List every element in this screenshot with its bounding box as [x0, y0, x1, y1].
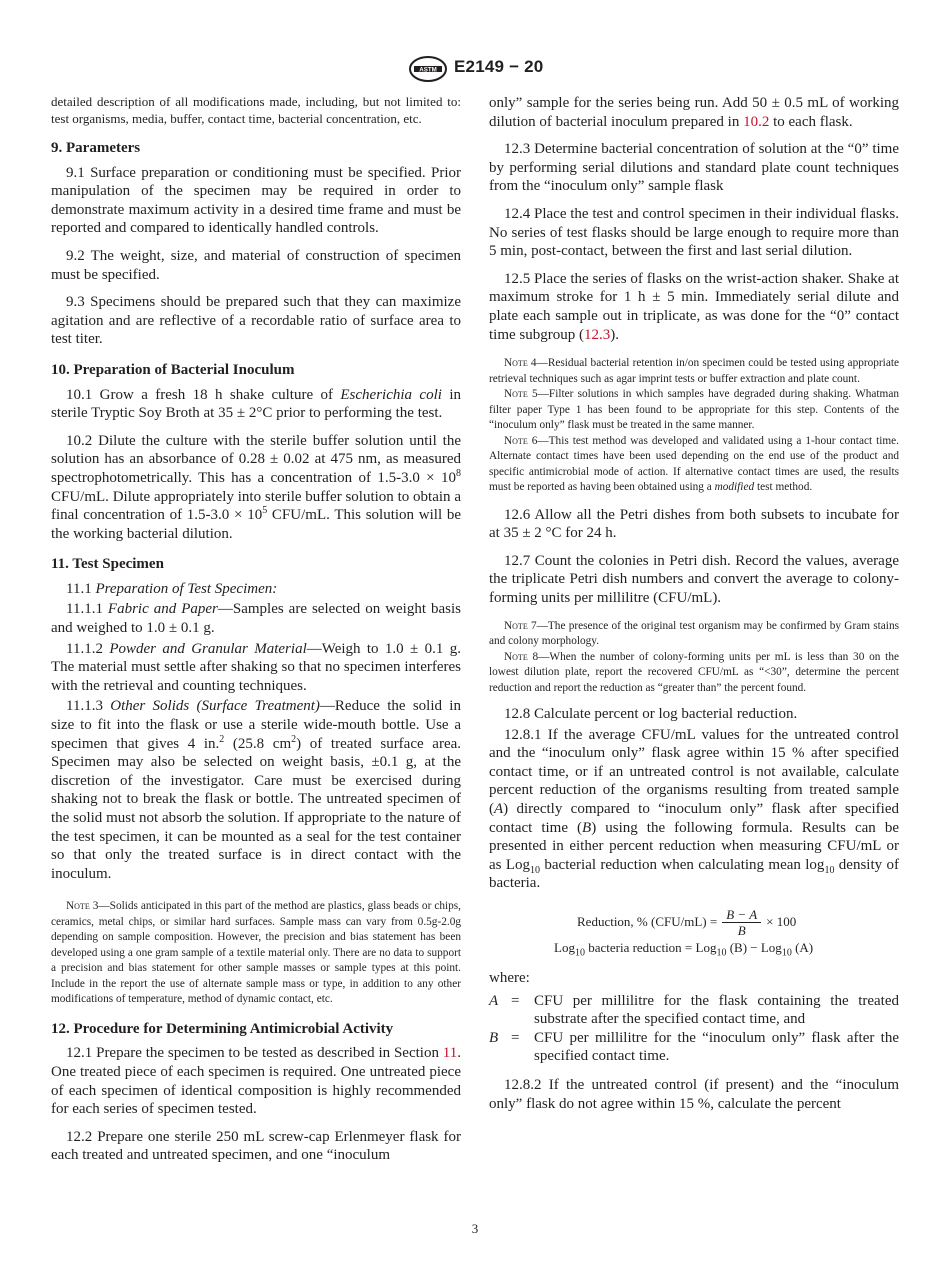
astm-logo-icon — [408, 55, 448, 83]
para-12-8-1: 12.8.1 If the average CFU/mL values for the untreated control and the “inoculum only” flask agree within 15 % after specified contact time, or if an untreated control is not available, calculate percent reduction of the organisms resulting from treated sample (A) directly compared to “inoculum only” flask after specified contact time (B) using the following formula. Results can be presented in either percent reduction when measuring CFU/mL or as Log$_{10}$ bacterial reduction when calculating mean $\log_{10}$ density of bacteria. — [489, 726, 899, 892]
note-8: Note 8—When the number of colony-forming units per mL is less than 30 on the lowest dilution plate, report the recovered CFU/mL as “<30”, determine the percent reduction and report the reduction as “greater than” the percent found. — [489, 650, 899, 694]
section-10-title: 10. Preparation of Bacterial Inoculum — [51, 361, 295, 378]
standard-designation: E2149 − 20 — [454, 57, 544, 76]
para-9-3: 9.3 Specimens should be prepared such that they can maximize agitation and are reflective of a recordable ratio of surface area to test titer. — [51, 294, 461, 348]
note-5: Note 5—Filter solutions in which samples have degraded during shaking. Whatman filter paper Type 1 has been found to be appropriate for this step. Contents of the “inoculum only” flask must be treated in the same manner. — [489, 388, 899, 432]
para-10-1: 10.1 Grow a fresh 18 h shake culture of Escherichia coli in sterile Tryptic Soy Broth at 35 ± 2°C prior to performing the test. — [51, 386, 461, 422]
section-11-title: 11. Test Specimen — [51, 556, 164, 573]
link-10-2[interactable]: 10.2 — [743, 113, 770, 130]
page-number: 3 — [471, 1221, 479, 1236]
note-3: Note 3—Solids anticipated in this part of the method are plastics, glass beads or chips, ceramics, metal chips, or similar hard surfaces. Sample mass can vary from 0.5g-2.0g depending on sample composition. However, the precision and bias statement has been developed using a one gram sample of a textile material only. There are no data to support a precision and bias statement for other sample masses or sample types at this point. Include in the report the use of alternate sample mass or type, in addition to any other modifications of temperature, method of dynamic contact, etc. — [51, 900, 461, 1006]
note-4: Note 4—Residual bacterial retention in/on specimen could be tested using appropriate retrieval techniques such as agar imprint tests or buffer extraction and plate count. — [489, 357, 899, 385]
page-header — [0, 55, 950, 87]
para-12-2-continued: only” sample for the series being run. Add 50 ± 0.5 mL of working dilution of bacterial inoculum prepared in 10.2 to each flask. — [489, 95, 899, 130]
para-12-1: 12.1 Prepare the specimen to be tested as described in Section 11. One treated piece of each specimen is required. One untreated piece of each specimen of identical composition is highly recommended for each series of specimen tested. — [51, 1045, 461, 1118]
para-12-4: 12.4 Place the test and control specimen in their individual flasks. No series of test flasks should be large enough to require more than 5 min, post-contact, between the first and last serial dilution. — [489, 205, 899, 260]
right-column — [489, 94, 899, 1113]
para-10-2: 10.2 Dilute the culture with the sterile buffer solution until the solution has an absorbance of 0.28 ± 0.02 at 475 nm, as measured spectrophotometrically. This has a concentration of $1.5-3.0 \times 10^8$ CFU/mL. Dilute appropriately into sterile buffer solution to obtain a final concentration of $1.5-3.0 \times 10^5$ CFU/mL. This solution will be the working bacterial dilution. — [51, 432, 461, 542]
para-11-1: 11.1 Preparation of Test Specimen: — [66, 580, 278, 597]
para-9-2: 9.2 The weight, size, and material of construction of specimen must be specified. — [51, 247, 461, 283]
left-column — [51, 94, 461, 1165]
para-12-5: 12.5 Place the series of flasks on the wrist-action shaker. Shake at maximum stroke for 1 h ± 5 min. Immediately serial dilute and plate each sample out in triplicate, as was done for the “0” contact time subgroup (12.3). — [489, 270, 899, 343]
link-12-3[interactable]: 12.3 — [584, 326, 611, 343]
where-label: where: — [489, 970, 530, 987]
para-12-6: 12.6 Allow all the Petri dishes from both subsets to incubate for at 35 ± 2 °C for 24 h. — [489, 506, 899, 542]
note-7: Note 7—The presence of the original test organism may be confirmed by Gram stains and colony morphology. — [489, 619, 899, 648]
formula-log-reduction: Log$_{10}$ bacteria reduction = Log$_{10}$ (B) − Log$_{10}$ (A) — [554, 940, 814, 959]
para-12-8: 12.8 Calculate percent or log bacterial reduction. — [504, 706, 798, 723]
definition-list — [489, 992, 899, 1066]
link-section-11[interactable]: 11 — [442, 1045, 458, 1062]
formula-percent-reduction: Reduction, % (CFU/mL) = $\frac{B - A}{B}$ × 100 — [577, 906, 797, 938]
para-11-1-1: 11.1.1 Fabric and Paper—Samples are selected on weight basis and weighed to 1.0 ± 0.1 g. — [51, 601, 461, 637]
svg-text:ASTM: ASTM — [419, 66, 437, 74]
definition-b: B = CFU per millilitre for the “inoculum only” flask after the specified contact time. — [489, 1029, 899, 1065]
section-12-title: 12. Procedure for Determining Antimicrobial Activity — [51, 1020, 394, 1037]
para-12-3: 12.3 Determine bacterial concentration of solution at the “0” time by performing serial dilutions and standard plate count techniques from the “inoculum only” sample flask — [489, 141, 899, 195]
para-11-1-3: 11.1.3 Other Solids (Surface Treatment)—Reduce the solid in size to fit into the flask or use a sterile wide-mouth bottle. Use a specimen that gives 4 in.$^2$ (25.8 $cm^2$) of treated surface area. Specimen may also be selected on weight basis, ±0.1 g, at the discretion of the investigator. Care must be exercised during shaking not to break the flask or bottle. The untreated specimen of the solid must not absorb the solution. If appropriate to the nature of the test specimen, it can be mounted as a seal for the test container so that only the treated surface is in direct contact with the inoculum. — [51, 698, 462, 882]
section-9-title: 9. Parameters — [51, 140, 141, 156]
formula-block — [489, 905, 899, 961]
note-6: Note 6—This test method was developed and validated using a 1-hour contact time. Alternate contact times have been used depending on the end use of the product and specific antimicrobial mode of action. If alternative contact times are used, the results must be reported as having been obtained using a modified test method. — [489, 434, 900, 494]
definition-a: A = CFU per millilitre for the flask containing the treated substrate after the specified contact time, and — [489, 992, 899, 1028]
para-9-1: 9.1 Surface preparation or conditioning must be specified. Prior manipulation of the specimen may be required in order to demonstrate maximum activity in a desired time frame and must be reported and compared to identically handled controls. — [51, 164, 461, 237]
formula-fraction: $\frac{B - A}{B}$ — [722, 907, 761, 938]
para-11-1-2: 11.1.2 Powder and Granular Material—Weigh to 1.0 ± 0.1 g. The material must settle after shaking so that no specimen interferes with the retrieval and counting techniques. — [51, 640, 461, 694]
para-12-7: 12.7 Count the colonies in Petri dish. Record the values, average the triplicate Petri dish numbers and convert the average to colony-forming units per millilitre (CFU/mL). — [489, 552, 899, 606]
para-12-8-2: 12.8.2 If the untreated control (if present) and the “inoculum only” flask do not agree within 15 %, calculate the percent — [489, 1077, 899, 1112]
intro-continued: detailed description of all modifications made, including, but not limited to: test organisms, media, buffer, contact time, bacterial concentration, etc. — [51, 94, 461, 126]
para-12-2: 12.2 Prepare one sterile 250 mL screw-cap Erlenmeyer flask for each treated and untreated specimen, and one “inoculum — [51, 1128, 461, 1164]
